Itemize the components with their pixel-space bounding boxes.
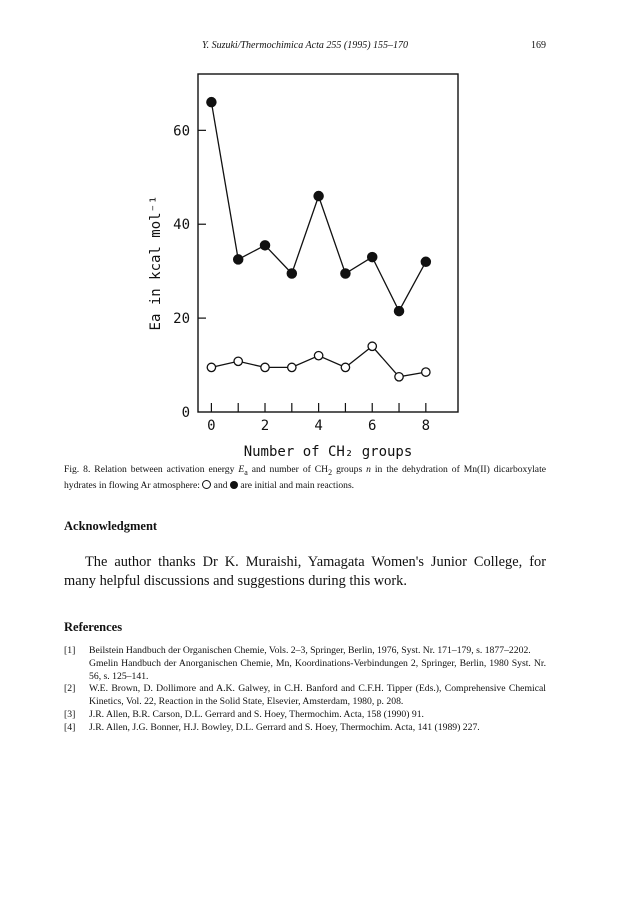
figure-caption: Fig. 8. Relation between activation energy $E_a$ and number of $CH_2$ groups n in the dehydration of Mn(II) dicarboxylate hydrates in flowing Ar atmosphere: and are initial and main reactions. xyxy=(64,464,546,491)
initial-reaction-point xyxy=(261,363,269,371)
initial-reaction-point xyxy=(234,357,242,365)
y-tick-label: 0 xyxy=(181,405,190,421)
main-reaction-point xyxy=(234,255,243,264)
y-tick-label: 20 xyxy=(173,311,190,328)
initial-reaction-point xyxy=(288,363,296,371)
reference-number: [3] xyxy=(64,708,76,720)
main-reaction-point xyxy=(341,269,350,278)
main-reaction-point xyxy=(260,241,269,250)
reference-list xyxy=(64,645,546,735)
initial-reaction-point xyxy=(341,363,349,371)
reference-text: Gmelin Handbuch der Anorganischen Chemie, Mn, Koordinations-Verbindungen 2, Springer, Berlin, 1980 Syst. Nr. 56, s. 125–141. xyxy=(89,657,546,682)
reference-number: [2] xyxy=(64,683,76,695)
initial-reaction-point xyxy=(368,342,376,350)
acknowledgment-text: The author thanks Dr K. Muraishi, Yamagata Women's Junior College, for many helpful discussions and suggestions during this work. xyxy=(64,554,546,589)
x-tick-label: 6 xyxy=(368,418,377,434)
reference-number: [4] xyxy=(64,721,76,733)
page-number: 169 xyxy=(531,40,546,51)
reference-item xyxy=(64,645,546,683)
x-axis-label: Number of CH₂ groups xyxy=(243,444,413,460)
main-reaction-point xyxy=(207,98,216,107)
references-heading: References xyxy=(64,620,123,634)
reference-number: [1] xyxy=(64,645,76,656)
main-reaction-point xyxy=(287,269,296,278)
initial-reaction-point xyxy=(207,363,215,371)
reference-text: W.E. Brown, D. Dollimore and A.K. Galwey, in C.H. Banford and C.F.H. Tipper (Eds.), Comprehensive Chemical Kinetics, Vol. 22, Reaction in the Solid State, Elsevier, Amsterdam, 1980, p. 208. xyxy=(89,683,546,708)
journal-citation: Y. Suzuki/Thermochimica Acta 255 (1995) 155–170 xyxy=(201,40,409,51)
main-reaction-point xyxy=(368,252,377,261)
reference-item xyxy=(64,722,546,735)
x-tick-label: 0 xyxy=(207,418,216,434)
reference-text: Beilstein Handbuch der Organischen Chemie, Vols. 2–3, Springer, Berlin, 1976, Syst. Nr. 171–179, s. 1877–2202. xyxy=(89,645,531,656)
x-tick-label: 8 xyxy=(421,418,431,434)
x-tick-label: 4 xyxy=(314,418,323,434)
x-tick-label: 2 xyxy=(260,418,270,434)
main-reaction-point xyxy=(394,306,403,315)
y-axis-label: Ea in kcal mol⁻¹ xyxy=(148,195,164,331)
initial-reaction-point xyxy=(422,368,430,376)
acknowledgment-heading: Acknowledgment xyxy=(64,519,158,533)
main-reaction-point xyxy=(314,191,323,200)
main-reaction-line xyxy=(211,102,425,311)
y-tick-label: 40 xyxy=(173,217,190,234)
main-reaction-point xyxy=(421,257,430,266)
reference-item xyxy=(64,683,546,709)
initial-reaction-point xyxy=(395,373,403,381)
reference-item xyxy=(64,709,546,722)
reference-text: J.R. Allen, B.R. Carson, D.L. Gerrard and S. Hoey, Thermochim. Acta, 158 (1990) 91. xyxy=(89,708,424,720)
filled-circle-icon xyxy=(230,481,238,489)
initial-reaction-point xyxy=(314,351,322,359)
open-circle-icon xyxy=(202,480,211,489)
y-tick-label: 60 xyxy=(173,123,190,140)
reference-text: J.R. Allen, J.G. Bonner, H.J. Bowley, D.L. Gerrard and S. Hoey, Thermochim. Acta, 141 (1989) 227. xyxy=(89,721,480,733)
